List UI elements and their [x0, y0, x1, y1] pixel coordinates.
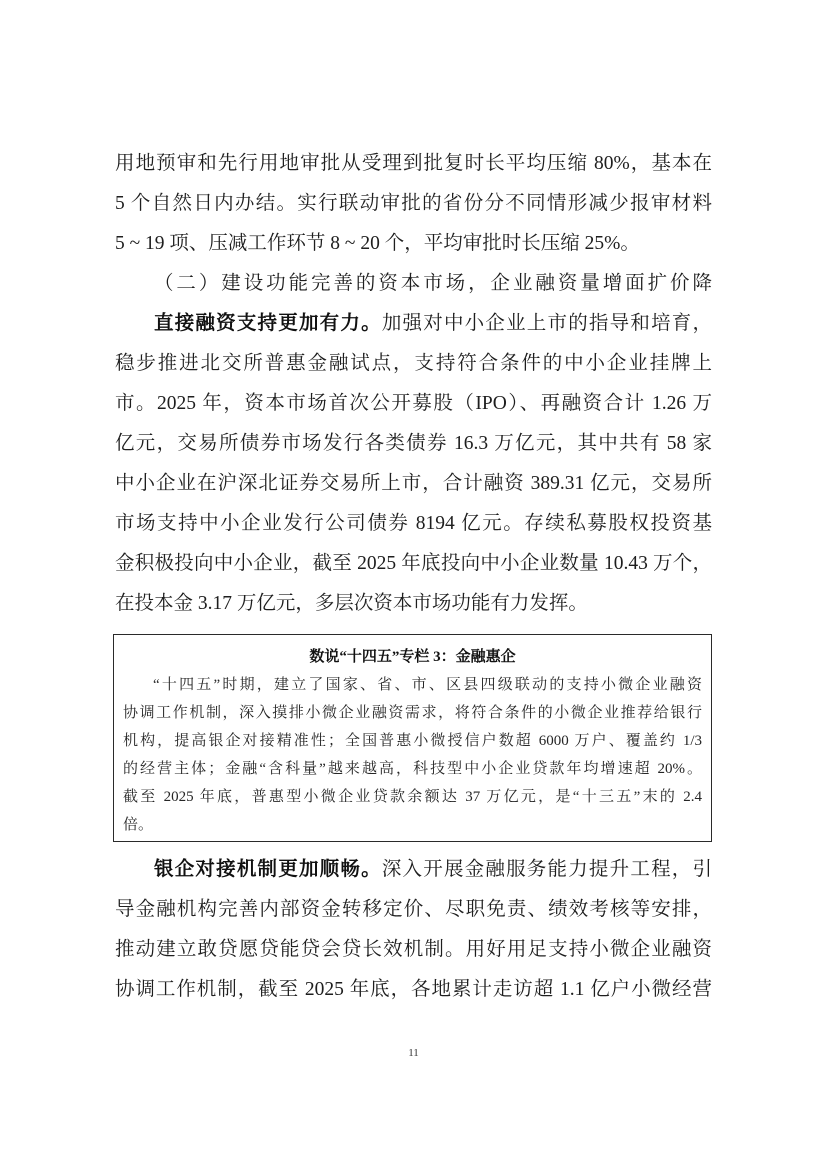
- paragraph-line: 5 ~ 19 项、压减工作环节 8 ~ 20 个，平均审批时长压缩 25%。: [115, 233, 640, 254]
- paragraph-approval-time: [115, 144, 712, 264]
- sidebar-title: 数说“十四五”专栏 3：金融惠企: [309, 649, 516, 665]
- paragraph-direct-financing: [115, 304, 712, 624]
- sidebar-line: 机构，提高银企对接精准性；全国普惠小微授信户数超 6000 万户、覆盖约 1/3: [123, 733, 702, 749]
- paragraph-line-text: 加强对中小企业上市的指导和培育，: [381, 313, 712, 334]
- sidebar-line: 倍。: [123, 817, 154, 833]
- paragraph-line: 亿元，交易所债券市场发行各类债券 16.3 万亿元，其中共有 58 家: [115, 433, 712, 454]
- paragraph-line: 推动建立敢贷愿贷能贷会贷长效机制。用好用足支持小微企业融资: [115, 939, 712, 960]
- paragraph-line: 在投本金 3.17 万亿元，多层次资本市场功能有力发挥。: [115, 593, 588, 614]
- paragraph-line: 用地预审和先行用地审批从受理到批复时长平均压缩 80%，基本在: [115, 153, 712, 174]
- sidebar-box: [113, 634, 712, 842]
- sidebar-line: 截至 2025 年底，普惠型小微企业贷款余额达 37 万亿元，是“十三五”末的 2.4: [123, 789, 702, 805]
- paragraph-bank-enterprise: [115, 850, 712, 1010]
- sidebar-line: 协调工作机制，深入摸排小微企业融资需求，将符合条件的小微企业推荐给银行: [123, 705, 702, 721]
- paragraph-line: 5 个自然日内办结。实行联动审批的省份分不同情形减少报审材料: [115, 193, 712, 214]
- section-heading: （二）建设功能完善的资本市场，企业融资量增面扩价降: [154, 273, 712, 294]
- paragraph-lead: 直接融资支持更加有力。: [154, 313, 382, 334]
- paragraph-line: 中小企业在沪深北证券交易所上市，合计融资 389.31 亿元，交易所: [115, 473, 712, 494]
- section-heading-container: [115, 264, 712, 304]
- paragraph-line: 导金融机构完善内部资金转移定价、尽职免责、绩效考核等安排，: [115, 899, 712, 920]
- paragraph-line: [115, 304, 712, 344]
- paragraph-line: 协调工作机制，截至 2025 年底，各地累计走访超 1.1 亿户小微经营: [115, 979, 712, 1000]
- paragraph-line: 市。2025 年，资本市场首次公开募股（IPO）、再融资合计 1.26 万: [115, 393, 712, 414]
- sidebar-line: “十四五”时期，建立了国家、省、市、区县四级联动的支持小微企业融资: [153, 677, 702, 693]
- paragraph-line: [115, 850, 712, 890]
- sidebar-line: 的经营主体；金融“含科量”越来越高，科技型中小企业贷款年均增速超 20%。: [123, 761, 702, 777]
- paragraph-lead: 银企对接机制更加顺畅。: [154, 859, 382, 880]
- paragraph-line: 金积极投向中小企业，截至 2025 年底投向中小企业数量 10.43 万个，: [115, 553, 712, 574]
- paragraph-line: 稳步推进北交所普惠金融试点，支持符合条件的中小企业挂牌上: [115, 353, 712, 374]
- page-number: 11: [408, 1047, 419, 1059]
- paragraph-line: 市场支持中小企业发行公司债券 8194 亿元。存续私募股权投资基: [115, 513, 712, 534]
- paragraph-line-text: 深入开展金融服务能力提升工程，引: [381, 859, 712, 880]
